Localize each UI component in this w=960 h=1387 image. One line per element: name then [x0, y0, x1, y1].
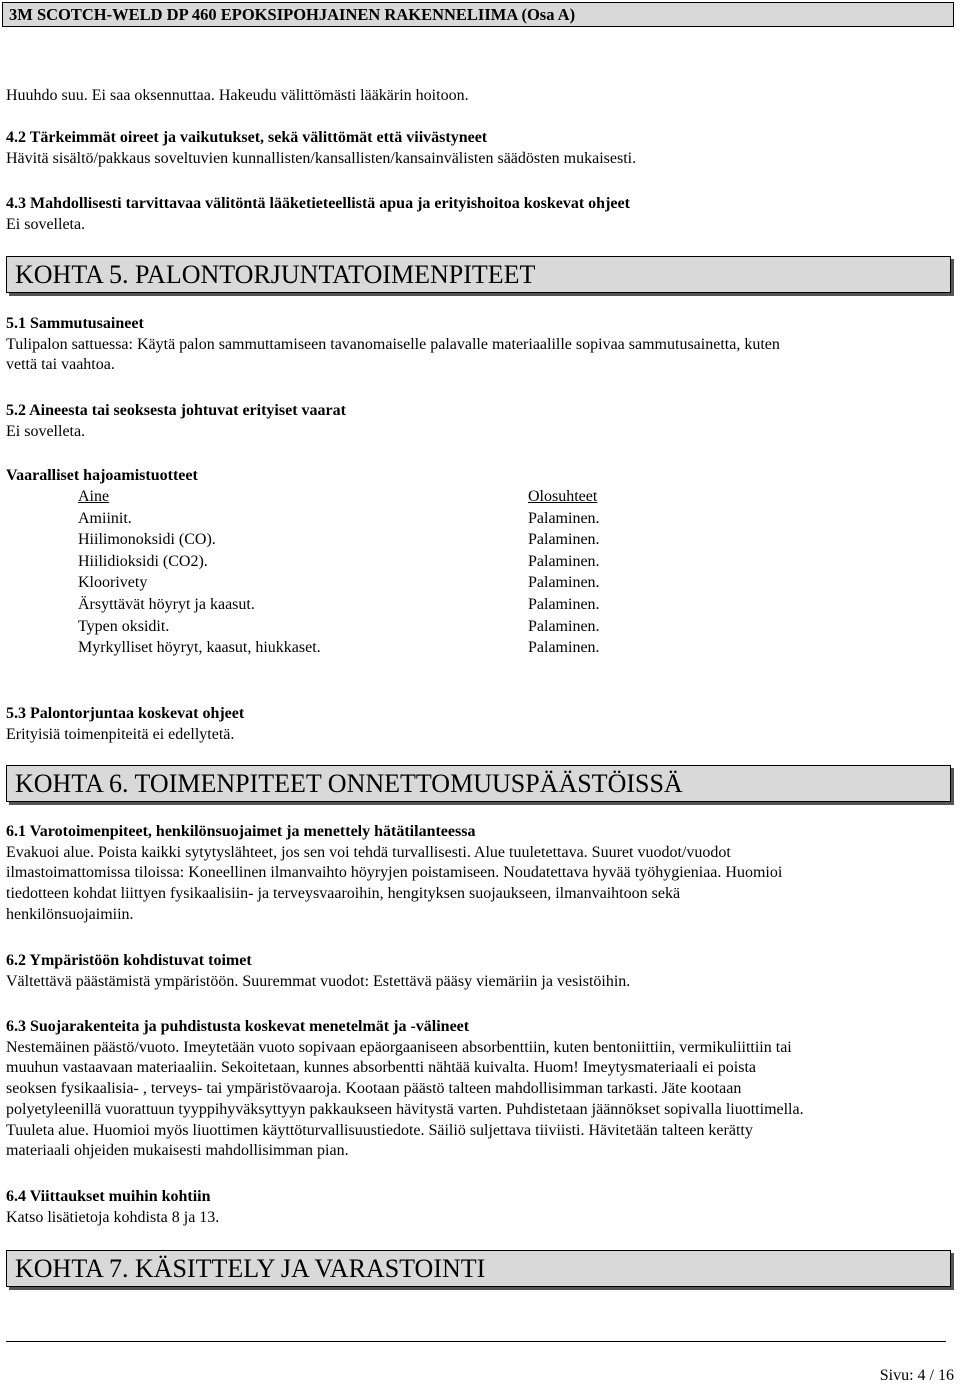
table-cell-substance: Hiilimonoksidi (CO).	[78, 531, 216, 548]
section-5-2-heading: 5.2 Aineesta tai seoksesta johtuvat erityiset vaarat	[6, 402, 346, 419]
section-6-3-line: muuhun vastaavaan materiaaliin. Sekoitetaan, kunnes absorbentti nähtää kuivalta. Huom! Imeytysmateriaali ei poista	[6, 1059, 756, 1077]
section-4-3-heading: 4.3 Mahdollisesti tarvittavaa välitöntä lääketieteellistä apua ja erityishoitoa koskevat ohjeet	[6, 195, 630, 212]
section-4-2	[6, 128, 946, 169]
section-6-4-heading: 6.4 Viittaukset muihin kohtiin	[6, 1188, 211, 1205]
section-6-3	[6, 1017, 946, 1162]
table-cell-substance: Ärsyttävät höyryt ja kaasut.	[78, 596, 255, 613]
section-5-3-heading: 5.3 Palontorjuntaa koskevat ohjeet	[6, 705, 245, 722]
section-6-3-heading: 6.3 Suojarakenteita ja puhdistusta koskevat menetelmät ja -välineet	[6, 1018, 470, 1035]
document-header	[2, 2, 954, 27]
section-4-3	[6, 194, 946, 235]
section-6-1-heading: 6.1 Varotoimenpiteet, henkilönsuojaimet ja menettely hätätilanteessa	[6, 823, 476, 840]
section-7-title: KOHTA 7. KÄSITTELY JA VARASTOINTI	[15, 1254, 486, 1283]
section-6-1-line: tiedotteen kohdat liittyen fysikaalisiin- ja terveysvaaroihin, hengityksen suojaukseen, ilmanvaihtoon sekä	[6, 885, 681, 903]
table-cell-substance: Myrkylliset höyryt, kaasut, hiukkaset.	[78, 639, 321, 656]
section-5-title: KOHTA 5. PALONTORJUNTATOIMENPITEET	[15, 260, 536, 289]
document-title: 3M SCOTCH-WELD DP 460 EPOKSIPOHJAINEN RAKENNELIIMA (Osa A)	[9, 5, 576, 24]
section-6-1	[6, 822, 946, 926]
intro-text: Huuhdo suu. Ei saa oksennuttaa. Hakeudu välittömästi lääkärin hoitoon.	[6, 87, 469, 104]
section-6-1-line: henkilönsuojaimiin.	[6, 905, 134, 923]
column-header-condition: Olosuhteet	[528, 488, 598, 505]
section-5-3-text: Erityisiä toimenpiteitä ei edellytetä.	[6, 725, 235, 743]
section-4-2-heading: 4.2 Tärkeimmät oireet ja vaikutukset, sekä välittömät että viivästyneet	[6, 129, 488, 146]
section-6-title: KOHTA 6. TOIMENPITEET ONNETTOMUUSPÄÄSTÖISSÄ	[15, 769, 683, 798]
table-cell-condition: Palaminen.	[528, 574, 600, 591]
section-5-3	[6, 704, 946, 745]
table-cell-substance: Hiilidioksidi (CO2).	[78, 553, 208, 570]
section-6-3-line: Nestemäinen päästö/vuoto. Imeytetään vuoto sopivaan epäorgaaniseen absorbenttiin, kuten bentoniittiin, vermikuliittiin tai	[6, 1038, 792, 1056]
section-4-2-text: Hävitä sisältö/pakkaus soveltuvien kunnallisten/kansallisten/kansainvälisten säädösten mukaisesti.	[6, 149, 637, 167]
table-cell-substance: Typen oksidit.	[78, 618, 170, 635]
section-6-4	[6, 1187, 946, 1228]
section-5-bar	[6, 256, 951, 293]
section-6-4-text: Katso lisätietoja kohdista 8 ja 13.	[6, 1208, 220, 1226]
section-5-1	[6, 314, 946, 376]
section-6-1-line: ilmastoimattomissa tiloissa: Koneellinen ilmanvaihto höyryjen poistamiseen. Noudatettava hyvää työhygieniaa. Huomioi	[6, 864, 783, 882]
section-7-bar	[6, 1250, 951, 1287]
column-header-substance: Aine	[78, 488, 110, 505]
table-cell-condition: Palaminen.	[528, 510, 600, 527]
section-6-2-heading: 6.2 Ympäristöön kohdistuvat toimet	[6, 952, 252, 969]
table-cell-condition: Palaminen.	[528, 531, 600, 548]
section-5-2-text: Ei sovelleta.	[6, 422, 86, 440]
table-cell-condition: Palaminen.	[528, 553, 600, 570]
footer-divider	[6, 1341, 946, 1342]
table-cell-condition: Palaminen.	[528, 596, 600, 613]
decomposition-table-heading: Vaaralliset hajoamistuotteet	[6, 467, 198, 484]
section-4-3-text: Ei sovelleta.	[6, 215, 86, 233]
section-6-1-line: Evakuoi alue. Poista kaikki sytytyslähteet, jos sen voi tehdä turvallisesti. Alue tuuletettava. Suuret vuodot/vuodot	[6, 843, 731, 861]
table-cell-condition: Palaminen.	[528, 639, 600, 656]
section-5-1-line-1: Tulipalon sattuessa: Käytä palon sammuttamiseen tavanomaiselle palavalle materiaalille sopivaa sammutusainetta, kuten	[6, 335, 780, 353]
section-5-1-heading: 5.1 Sammutusaineet	[6, 315, 144, 332]
section-6-3-line: polyetyleenillä vuorattuun tyyppihyväksyttyyn pakkaukseen hävitystä varten. Puhdistetaan jäännökset sopivalla liuottimella.	[6, 1100, 804, 1118]
table-cell-condition: Palaminen.	[528, 618, 600, 635]
table-cell-substance: Kloorivety	[78, 574, 148, 591]
page-number: Sivu: 4 / 16	[879, 1367, 954, 1384]
table-cell-substance: Amiinit.	[78, 510, 132, 527]
section-6-3-line: Tuuleta alue. Huomioi myös liuottimen käyttöturvallisuustiedote. Säiliö suljettava tiiviisti. Hävitetään talteen kerätty	[6, 1121, 753, 1139]
section-6-2	[6, 951, 946, 992]
section-6-2-text: Vältettävä päästämistä ympäristöön. Suuremmat vuodot: Estettävä pääsy viemäriin ja vesistöihin.	[6, 972, 631, 990]
section-6-3-line: materiaali ohjeiden mukaisesti mahdollisimman pian.	[6, 1142, 349, 1160]
section-5-1-line-2: vettä tai vaahtoa.	[6, 356, 115, 374]
section-6-3-line: seoksen fysikaalisia- , terveys- tai ympäristövaaroja. Kootaan päästö talteen mahdollisimman tarkasti. Jäte kootaan	[6, 1080, 742, 1098]
section-6-bar	[6, 765, 951, 802]
section-5-2	[6, 401, 946, 442]
